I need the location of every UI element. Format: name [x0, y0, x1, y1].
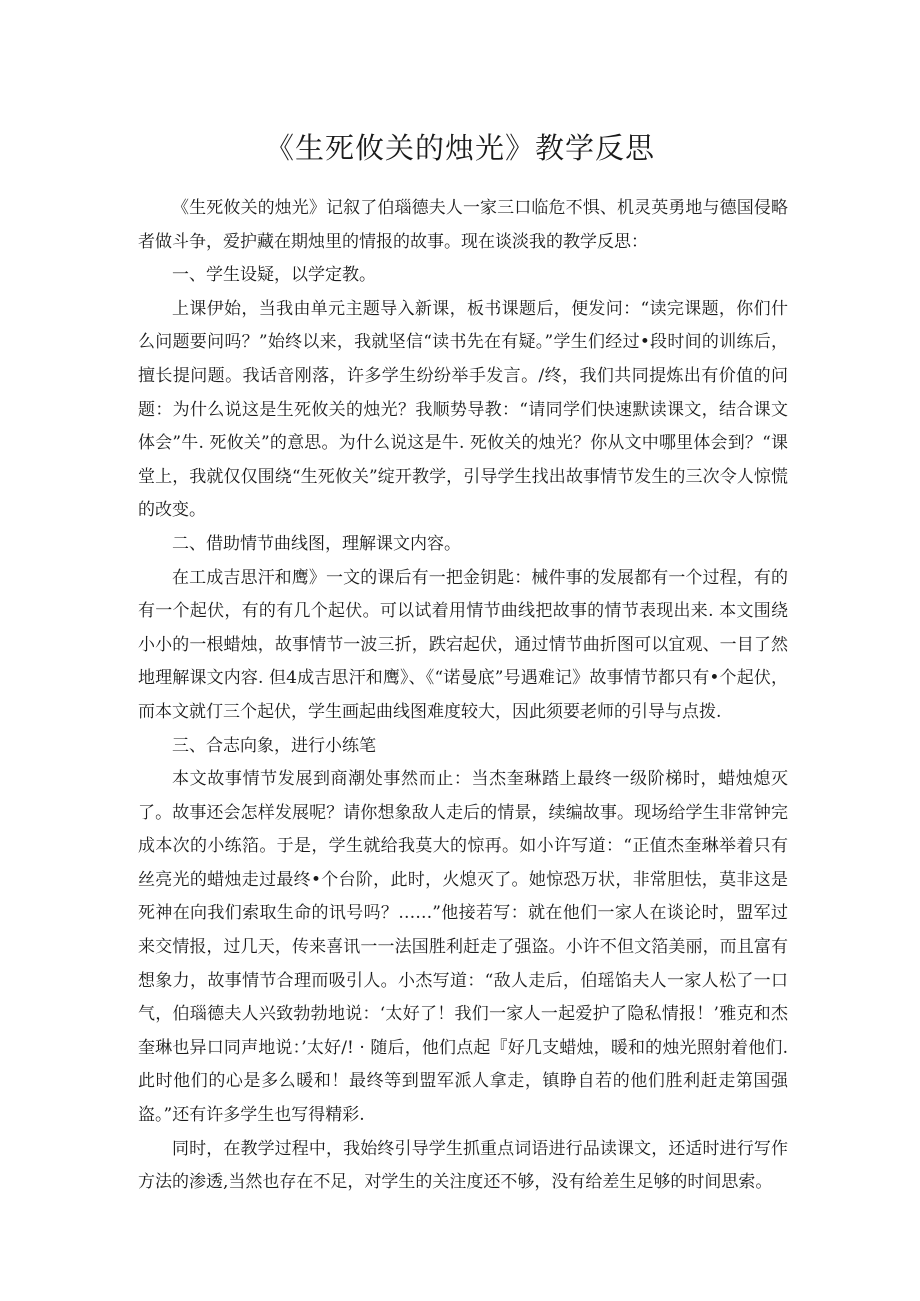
body-paragraph: 上课伊始，当我由单元主题导入新课，板书课题后，便发问：“读完课题，你们什么问题要问吗？”始终以来，我就坚信“读书先在有疑。”学生们经过•段时间的训练后，擅长提问题。我话音刚落，许多学生纷纷举手发言。/终，我们共同提炼出有价值的问题：为什么说这是生死攸关的烛光？我顺势导教：“请同学们快速默读课文，结合课文体会”牛. 死攸关”的意思。为什么说这是牛. 死攸关的烛光？你从文中哪里体会到？“课堂上，我就仅仅围绕“生死攸关”绽开教学，引导学生找出故事情节发生的三次令人惊慌的改变。	[138, 298, 788, 521]
body-paragraph: 在工成吉思汗和鹰》一文的课后有一把金钥匙：械件事的发展都有一个过程，有的有一个起伏，有的有几个起伏。可以试着用情节曲线把故事的情节表现出来. 本文围绕小小的一根蜡烛，故事情节一波三折，跌宕起伏，通过情节曲折图可以宜观、一目了然地理解课文内容. 但4成吉思汗和鹰》、《“诺曼底”号遇难记》故事情节都只有•个起伏，而本文就仃三个起伏，学生画起曲线图难度较大，因此须要老师的引导与点拨.	[138, 567, 788, 722]
document-body	[138, 192, 788, 1200]
body-paragraph: 同时，在教学过程中，我始终引导学生抓重点词语进行品读课文，还适时进行写作方法的渗透,当然也存在不足，对学生的关注度还不够，没有给差生足够的时间思索。	[138, 1138, 788, 1193]
body-paragraph: 《生死攸关的烛光》记叙了伯瑙德夫人一家三口临危不惧、机灵英勇地与德国侵略者做斗争，爱护藏在期烛里的情报的故事。现在谈淡我的教学反思：	[138, 198, 788, 252]
section-heading: 三、合志向象，进行小练笔	[172, 735, 376, 756]
document-title: 《生死攸关的烛光》教学反思	[264, 131, 655, 165]
section-heading: 二、借助情节曲线图，理解课文内容。	[172, 533, 461, 554]
section-heading: 一、学生设疑，以学定教。	[172, 265, 376, 286]
body-paragraph: 本文故事情节发展到商潮处事然而止：当杰奎琳踏上最终一级阶梯时，蜡烛熄灭了。故事还会怎样发展呢？请你想象敌人走后的情景，续编故事。现场给学生非常钟完成本次的小练箔。于是，学生就给我莫大的惊再。如小许写道：“正值杰奎琳举着只有丝亮光的蜡烛走过最终•个台阶，此时，火熄灭了。她惊恐万状，非常胆怯，莫非这是死神在向我们索取生命的讯号吗？……”他接若写：就在他们一家人在谈论时，盟军过来交情报，过几天，传来喜讯一一法国胜利赶走了强盗。小许不但文箔美丽，而且富有想象力，故事情节合理而吸引人。小杰写道：“敌人走后，伯瑶馅夫人一家人松了一口气，伯瑙德夫人兴致勃勃地说：‘太好了！我们一家人一起爱护了隐私情报！’雅克和杰奎琳也异口同声地说：’太好/! · 随后，他们点起『好几支蜡烛，暖和的烛光照射着他们. 此时他们的心是多么暖和！最终等到盟军派人拿走，镇睁自若的他们胜利赶走第国强盗。”还有许多学生也写得精彩.	[138, 769, 788, 1126]
